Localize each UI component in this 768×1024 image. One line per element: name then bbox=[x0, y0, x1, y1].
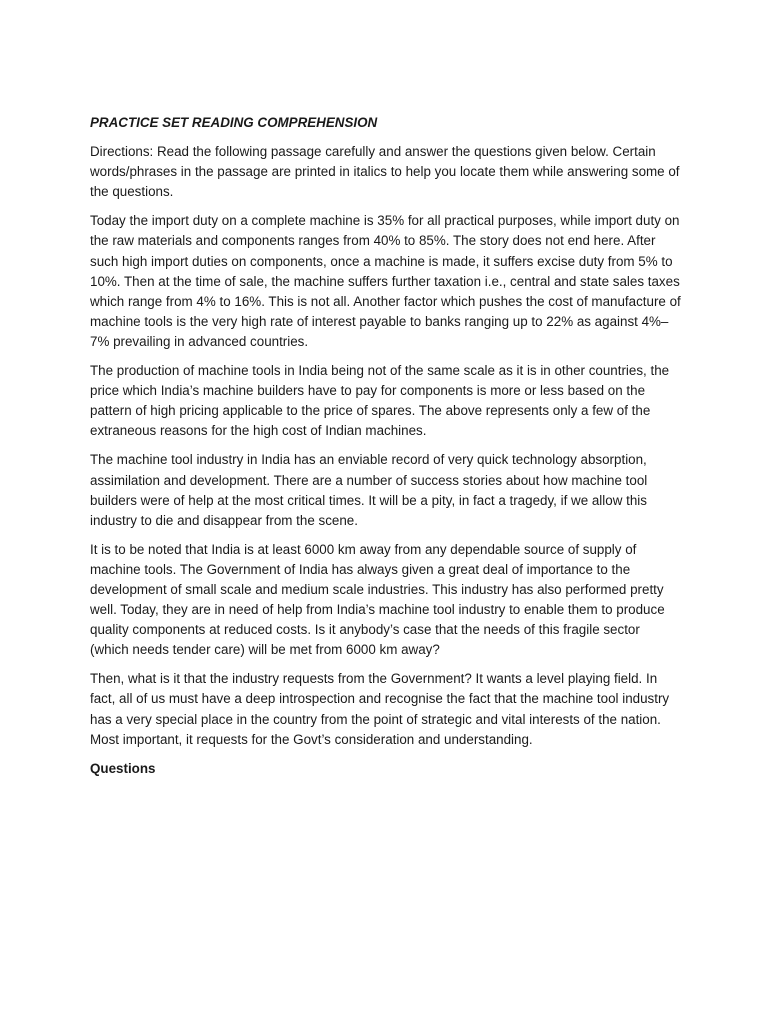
passage-paragraph-4: It is to be noted that India is at least 6000 km away from any dependable source of supply of machine tools. The Government of India has always given a great deal of importance to the development of small scale and medium scale industries. This industry has also performed pretty well. Today, they are in need of help from India’s machine tool industry to enable them to produce quality components at reduced costs. Is it anybody’s case that the needs of this fragile sector (which needs tender care) will be met from 6000 km away? bbox=[90, 541, 665, 658]
passage-paragraph-5: Then, what is it that the industry requests from the Government? It wants a level playing field. In fact, all of us must have a deep introspection and recognise the fact that the machine tool industry has a very special place in the country from the point of strategic and vital interests of the nation. Most important, it requests for the Govt’s consideration and understanding. bbox=[90, 671, 670, 747]
document-page bbox=[90, 113, 682, 779]
passage-paragraph-3: The machine tool industry in India has an enviable record of very quick technology absorption, assimilation and development. There are a number of success stories about how machine tool builders were of help at the most critical times. It will be a pity, in fact a tragedy, if we allow this industry to die and disappear from the scene. bbox=[90, 452, 648, 528]
questions-heading: Questions bbox=[90, 760, 156, 776]
directions-paragraph: Directions: Read the following passage carefully and answer the questions given below. Certain words/phrases in the passage are printed in italics to help you locate them while answering some of the questions. bbox=[90, 144, 680, 200]
passage-paragraph-2: The production of machine tools in India being not of the same scale as it is in other countries, the price which India’s machine builders have to pay for components is more or less based on the pattern of high pricing applicable to the price of spares. The above represents only a few of the extraneous reasons for the high cost of Indian machines. bbox=[90, 363, 670, 439]
passage-paragraph-1: Today the import duty on a complete machine is 35% for all practical purposes, while import duty on the raw materials and components ranges from 40% to 85%. The story does not end here. After such high import duties on components, once a machine is made, it suffers excise duty from 5% to 10%. Then at the time of sale, the machine suffers further taxation i.e., central and state sales taxes which range from 4% to 16%. This is not all. Another factor which pushes the cost of manufacture of machine tools is the very high rate of interest payable to banks ranging up to 22% as against 4%–7% prevailing in advanced countries. bbox=[90, 213, 681, 349]
document-title: PRACTICE SET READING COMPREHENSION bbox=[90, 115, 378, 130]
